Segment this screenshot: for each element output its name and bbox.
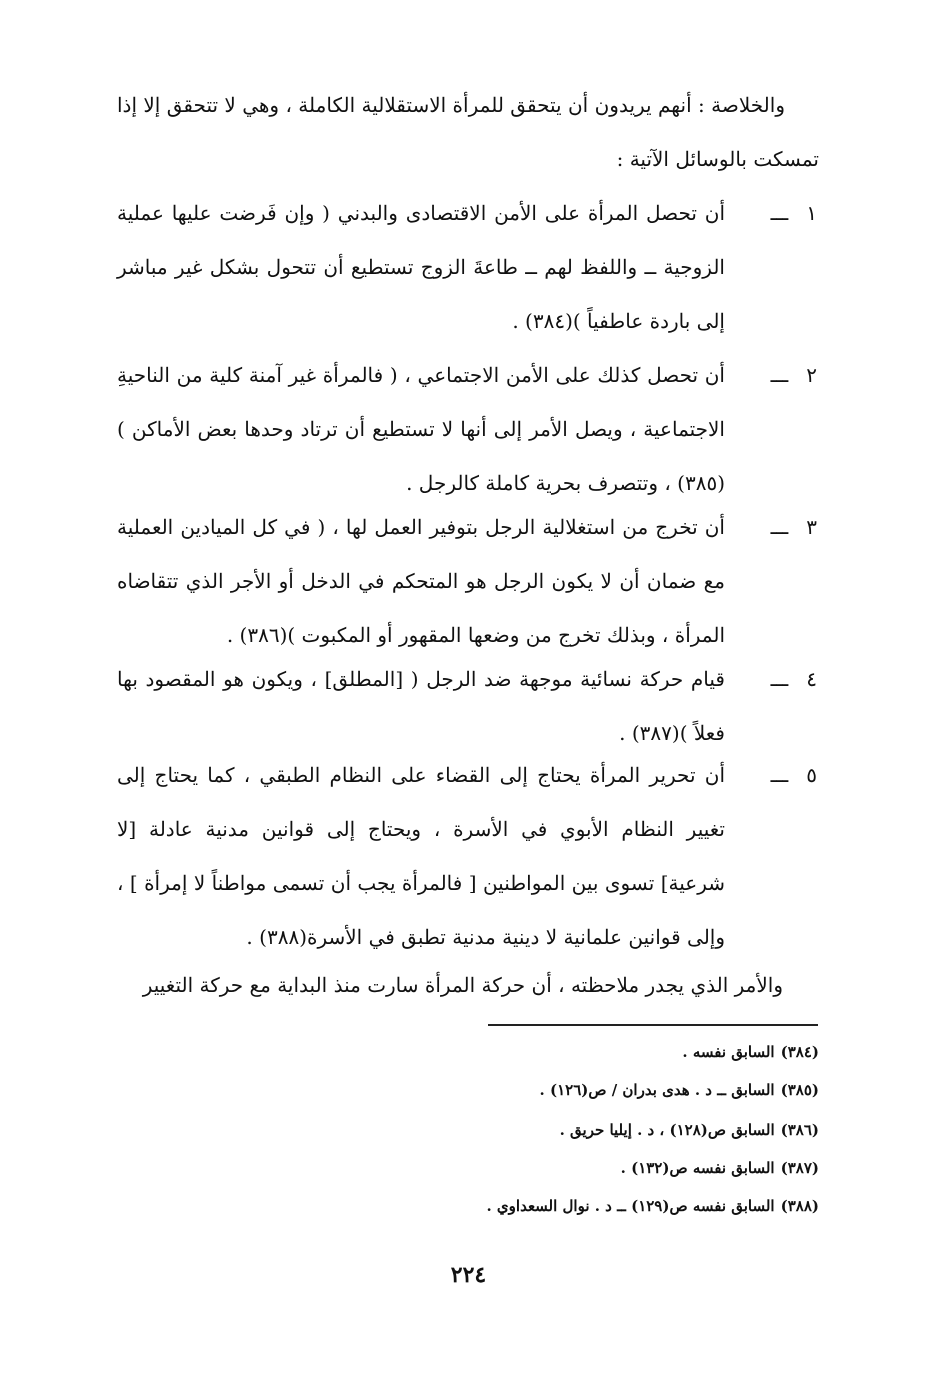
item-text: أن تخرج من استغلالية الرجل بتوفير العمل لها ، ( في كل الميادين العملية مع ضمان أن لا يكون الرجل هو المتحكم في الدخل أو الأجر الذي تتقاضاه المرأة ، وبذلك تخرج من وضعها المقهور أو المكبوت )(٣٨٦) . — [117, 515, 725, 647]
item-number: ٤ ـــ — [770, 667, 817, 691]
footnote-text: السابق ــ د . هدى بدران / ص(١٢٦) . — [539, 1081, 775, 1099]
item-text: أن تحرير المرأة يحتاج إلى القضاء على النظام الطبقي ، كما يحتاج إلى تغيير النظام الأبوي في الأسرة ، ويحتاج إلى قوانين مدنية عادلة [لا شرعية] تسوى بين المواطنين [ فالمرأة يجب أن تسمى مواطناً لا إمرأة ] ، وإلى قوانين علمانية لا دينية مدنية تطبق في الأسرة(٣٨٨) . — [117, 763, 725, 949]
list-item — [117, 348, 817, 510]
footnote-ref: (٣٨٨) — [780, 1197, 819, 1215]
footnote-ref: (٣٨٥) — [780, 1081, 819, 1099]
footnote — [119, 1080, 819, 1100]
item-text: أن تحصل المرأة على الأمن الاقتصادى والبدني ( وإن فَرضت عليها عملية الزوجية ــ واللفظ لهم ــ طاعةَ الزوج تستطيع أن تتحول بشكل غير مباشر إلى باردة عاطفياً )(٣٨٤) . — [117, 201, 725, 333]
item-number: ١ ـــ — [770, 201, 817, 225]
footnote — [119, 1196, 819, 1216]
footnote — [119, 1120, 819, 1140]
list-item — [117, 652, 817, 760]
item-text: أن تحصل كذلك على الأمن الاجتماعي ، ( فالمرأة غير آمنة كلية من الناحيةِ الاجتماعية ، ويصل الأمر إلى أنها لا تستطيع أن ترتاد وحدها بعض الأماكن )(٣٨٥) ، وتتصرف بحرية كاملة كالرجل . — [117, 363, 725, 495]
footnote-text: السابق نفسه . — [682, 1043, 775, 1061]
closing-paragraph: والأمر الذي يجدر ملاحظته ، أن حركة المرأة سارت منذ البداية مع حركة التغيير — [142, 973, 783, 997]
footnote — [119, 1158, 819, 1178]
list-item — [117, 186, 817, 348]
footnote — [119, 1042, 819, 1062]
footnote-divider — [488, 1024, 818, 1026]
footnote-ref: (٣٨٧) — [780, 1159, 819, 1177]
footnote-ref: (٣٨٦) — [780, 1121, 819, 1139]
list-item — [117, 500, 817, 662]
item-number: ٣ ـــ — [770, 515, 817, 539]
list-item — [117, 748, 817, 964]
footnote-text: السابق نفسه ص(١٣٢) . — [620, 1159, 775, 1177]
item-text: قيام حركة نسائية موجهة ضد الرجل ( [المطلق] ، ويكون هو المقصود بها فعلاً )(٣٨٧) . — [117, 667, 725, 745]
footnote-text: السابق نفسه ص(١٢٩) ــ د . نوال السعداوي . — [486, 1197, 775, 1215]
item-number: ٢ ـــ — [770, 363, 817, 387]
page-number: ٢٢٤ — [450, 1262, 487, 1288]
footnote-ref: (٣٨٤) — [780, 1043, 819, 1061]
item-number: ٥ ـــ — [770, 763, 817, 787]
intro-paragraph: والخلاصة : أنهم يريدون أن يتحقق للمرأة الاستقلالية الكاملة ، وهي لا تتحقق إلا إذا تمسكت بالوسائل الآتية : — [117, 93, 819, 171]
footnote-text: السابق ص(١٢٨) ، د . إيليا حريق . — [559, 1121, 775, 1139]
